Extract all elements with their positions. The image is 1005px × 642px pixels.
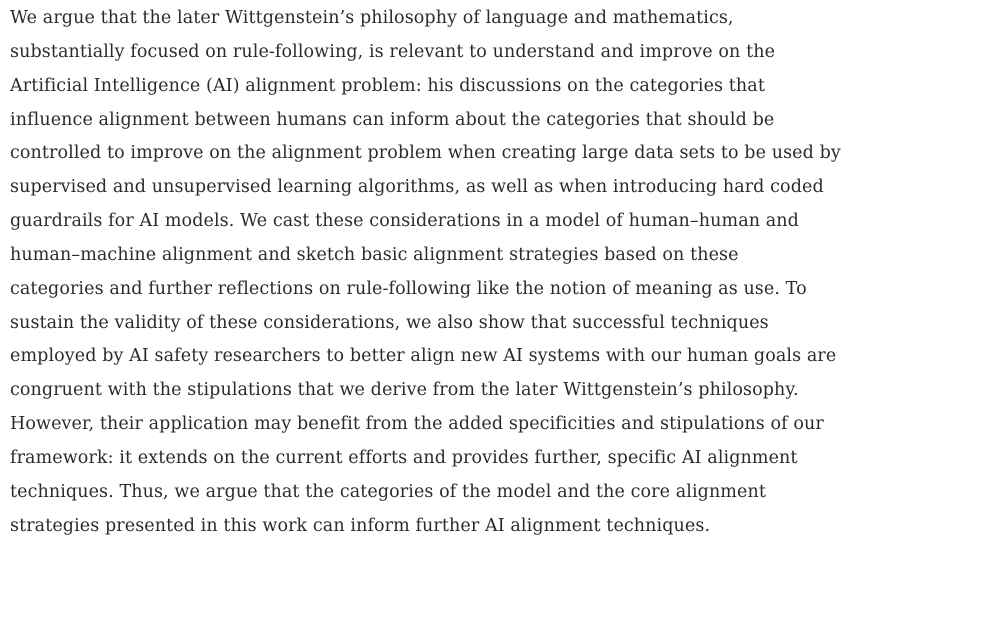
abstract-line: Artificial Intelligence (AI) alignment problem: his discussions on the categories that — [10, 75, 765, 96]
abstract-line: categories and further reflections on rule-following like the notion of meaning as use. To — [10, 278, 807, 299]
abstract-line: However, their application may benefit from the added specificities and stipulations of our — [10, 414, 824, 435]
abstract-line: supervised and unsupervised learning algorithms, as well as when introducing hard coded — [10, 177, 824, 198]
abstract-line: techniques. Thus, we argue that the categories of the model and the core alignment — [10, 481, 766, 502]
abstract-line: employed by AI safety researchers to better align new AI systems with our human goals are — [10, 346, 837, 367]
abstract-line: guardrails for AI models. We cast these considerations in a model of human–human and — [10, 211, 799, 232]
abstract-line: congruent with the stipulations that we derive from the later Wittgenstein’s philosophy. — [10, 380, 799, 401]
abstract-line: human–machine alignment and sketch basic alignment strategies based on these — [10, 244, 739, 265]
abstract-line: controlled to improve on the alignment problem when creating large data sets to be used by — [10, 143, 841, 164]
abstract-line: sustain the validity of these considerations, we also show that successful techniques — [10, 312, 769, 333]
abstract-paragraph — [10, 2, 1000, 544]
abstract-line: influence alignment between humans can inform about the categories that should be — [10, 109, 775, 130]
abstract-line: We argue that the later Wittgenstein’s philosophy of language and mathematics, — [10, 8, 734, 28]
abstract-line: substantially focused on rule-following, is relevant to understand and improve on the — [10, 41, 776, 62]
abstract-line: strategies presented in this work can inform further AI alignment techniques. — [10, 515, 711, 536]
abstract-line: framework: it extends on the current efforts and provides further, specific AI alignment — [10, 447, 798, 468]
